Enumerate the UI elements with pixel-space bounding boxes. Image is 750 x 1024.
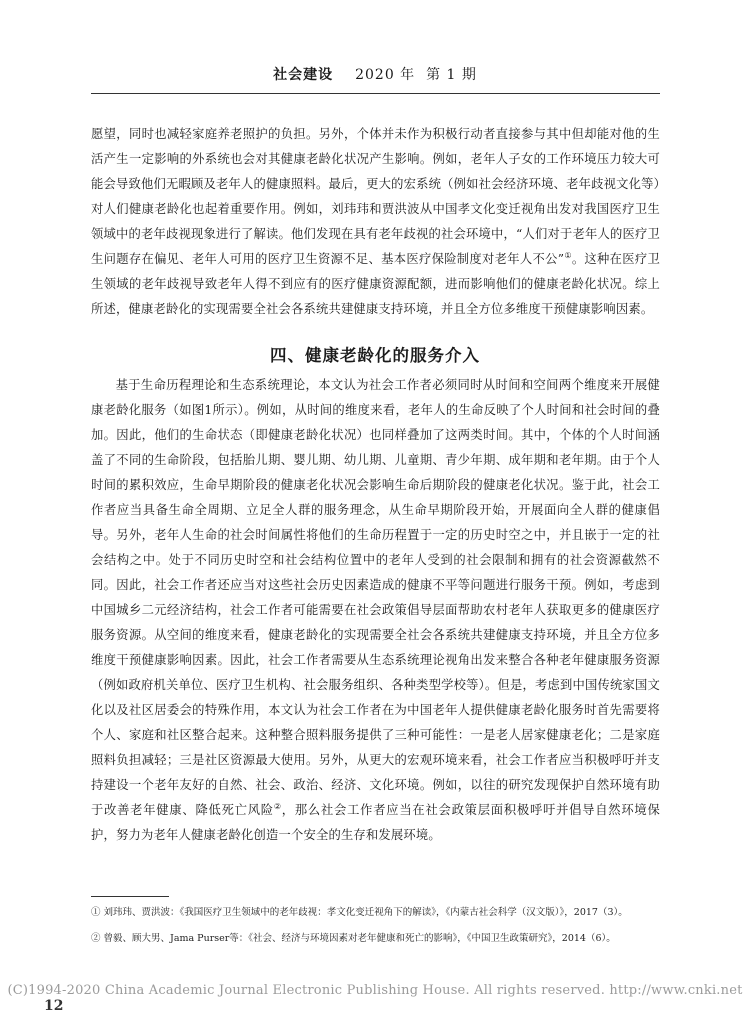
journal-issue: 第 1 期: [426, 67, 477, 83]
paragraph-1: [91, 122, 660, 322]
paragraph-1-tail: 。这种在医疗卫生领域的老年歧视导致老年人得不到应有的医疗健康资源配额，进而影响他们的健康老龄化状况。综上所述，健康老龄化的实现需要全社会各系统共建健康支持环境，并且全方位多维度干预健康影响因素。: [91, 252, 660, 316]
paragraph-2: [91, 373, 660, 848]
footnote-1: ① 刘玮玮、贾洪波：《我国医疗卫生领域中的老年歧视：孝文化变迁视角下的解读》，《内蒙古社会科学（汉文版）》，2017（3）。: [91, 907, 628, 918]
paragraph-2-tail: ，那么社会工作者应当在社会政策层面积极呼吁并倡导自然环境保护，努力为老年人健康老龄化创造一个安全的生存和发展环境。: [91, 803, 660, 842]
paragraph-2-text: 基于生命历程理论和生态系统理论，本文认为社会工作者必须同时从时间和空间两个维度来开展健康老龄化服务（如图1所示）。例如，从时间的维度来看，老年人的生命反映了个人时间和社会时间的叠加。因此，他们的生命状态（即健康老龄化状况）也同样叠加了这两类时间。其中，个体的个人时间涵盖了不同的生命阶段，包括胎儿期、婴儿期、幼儿期、儿童期、青少年期、成年期和老年期。由于个人时间的累积效应，生命早期阶段的健康老化状况会影响生命后期阶段的健康老化状况。鉴于此，社会工作者应当具备生命全周期、立足全人群的服务理念，从生命早期阶段开始，开展面向全人群的健康倡导。另外，老年人生命的社会时间属性将他们的生命历程置于一定的历史时空之中，并且嵌于一定的社会结构之中。处于不同历史时空和社会结构位置中的老年人受到的社会限制和拥有的社会资源截然不同。因此，社会工作者还应当对这些社会历史因素造成的健康不平等问题进行服务干预。例如，考虑到中国城乡二元经济结构，社会工作者可能需要在社会政策倡导层面帮助农村老年人获取更多的健康医疗服务资源。从空间的维度来看，健康老龄化的实现需要全社会各系统共建健康支持环境，并且全方位多维度干预健康影响因素。因此，社会工作者需要从生态系统理论视角出发来整合各种老年健康服务资源（例如政府机关单位、医疗卫生机构、社会服务组织、各种类型学校等）。但是，考虑到中国传统家国文化以及社区居委会的特殊作用，本文认为社会工作者在为中国老年人提供健康老龄化服务时首先需要将个人、家庭和社区整合起来。这种整合照料服务提供了三种可能性：一是老人居家健康老化；二是家庭照料负担减轻；三是社区资源最大使用。另外，从更大的宏观环境来看，社会工作者应当积极呼吁并支持建设一个老年友好的自然、社会、政治、经济、文化环境。例如，以往的研究发现保护自然环境有助于改善老年健康、降低死亡风险: [91, 378, 660, 817]
section-heading: 四、健康老龄化的服务介入: [270, 346, 480, 365]
footnote-2: ② 曾毅、顾大男、Jama Purser等：《社会、经济与环境因素对老年健康和死亡的影响》，《中国卫生政策研究》，2014（6）。: [91, 933, 616, 944]
footnote-ref-2[interactable]: ②: [273, 801, 282, 811]
copyright-watermark: (C)1994-2020 China Academic Journal Electronic Publishing House. All rights reserved. http://www.cnki.net: [7, 983, 743, 998]
paragraph-1-text: 愿望，同时也减轻家庭养老照护的负担。另外，个体并未作为积极行动者直接参与其中但却能对他的生活产生一定影响的外系统也会对其健康老龄化状况产生影响。例如，老年人子女的工作环境压力较大可能会导致他们无暇顾及老年人的健康照料。最后，更大的宏系统（例如社会经济环境、老年歧视文化等）对人们健康老龄化也起着重要作用。例如，刘玮玮和贾洪波从中国孝文化变迁视角出发对我国医疗卫生领域中的老年歧视现象进行了解读。他们发现在具有老年歧视的社会环境中，“人们对于老年人的医疗卫生问题存在偏见、老年人可用的医疗卫生资源不足、基本医疗保险制度对老年人不公”: [91, 127, 660, 266]
journal-name: 社会建设: [273, 67, 334, 83]
running-header: [0, 64, 750, 84]
footnote-ref-1[interactable]: ①: [564, 250, 572, 260]
journal-year: 2020 年: [355, 67, 416, 83]
footnote-divider: [91, 896, 169, 897]
page-number: 12: [44, 998, 64, 1014]
header-divider: [91, 93, 660, 94]
